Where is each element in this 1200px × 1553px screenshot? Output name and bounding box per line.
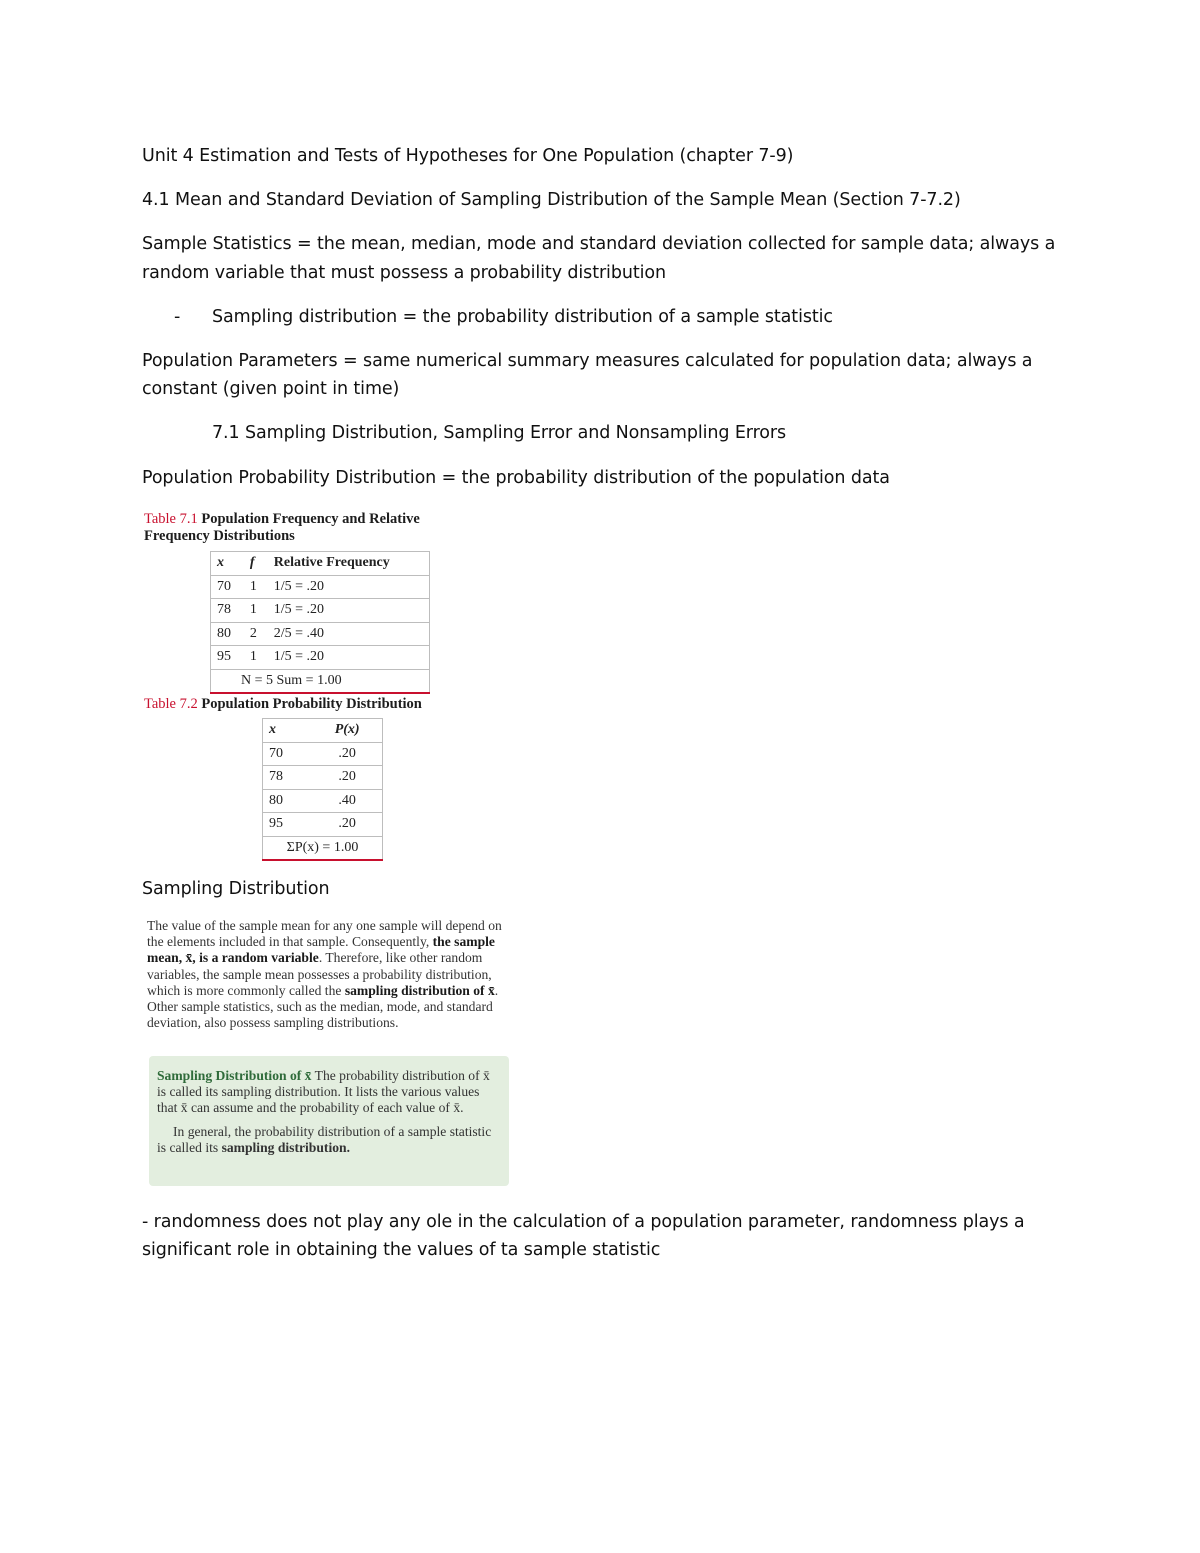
- bullet-sampling-distribution: Sampling distribution = the probability distribution of a sample statistic: [212, 307, 833, 327]
- definition-paragraph-2: [157, 1124, 499, 1156]
- table-cell-x: 70: [211, 575, 244, 599]
- table-cell-f: 1: [244, 575, 268, 599]
- unit-heading: Unit 4 Estimation and Tests of Hypotheses for One Population (chapter 7-9): [142, 146, 794, 166]
- textbook-excerpt: [147, 918, 517, 1031]
- table-7-1: [210, 551, 430, 694]
- definition-p2-bold: sampling distribution.: [221, 1139, 350, 1155]
- table-row: [211, 599, 430, 623]
- table-7-2-header-x: x: [263, 719, 313, 743]
- table-cell-f: 1: [244, 646, 268, 670]
- table-cell-x: 80: [211, 622, 244, 646]
- table-cell-rel: 1/5 = .20: [268, 575, 430, 599]
- sample-statistics-line-1: Sample Statistics = the mean, median, mode and standard deviation collected for sample data; always a: [142, 234, 1056, 254]
- table-cell-x: 70: [263, 742, 313, 766]
- table-7-1-footer: N = 5 Sum = 1.00: [211, 669, 430, 693]
- population-parameters-line-2: constant (given point in time): [142, 379, 400, 399]
- definition-text: The probability distribution of x̄ is called its sampling distribution. It lists the various values that x̄ can assume and the probability of each value of x̄.: [157, 1068, 490, 1116]
- table-cell-f: 1: [244, 599, 268, 623]
- section-7-1-heading: 7.1 Sampling Distribution, Sampling Error and Nonsampling Errors: [212, 423, 787, 443]
- table-7-1-title-line-2: Frequency Distributions: [144, 528, 295, 544]
- excerpt-bold-1: the sample mean, x̄, is a random variable: [147, 934, 495, 966]
- excerpt-bold-2: sampling distribution of x̄: [344, 982, 495, 998]
- section-4-1-heading: 4.1 Mean and Standard Deviation of Sampling Distribution of the Sample Mean (Section 7-7.2): [142, 190, 961, 210]
- sample-statistics-line-2: random variable that must possess a probability distribution: [142, 263, 666, 283]
- table-7-1-header-rel: Relative Frequency: [268, 552, 430, 576]
- table-row: [263, 766, 383, 790]
- definition-paragraph-1: [157, 1068, 499, 1117]
- table-cell-p: .20: [312, 766, 382, 790]
- population-probability-distribution-def: Population Probability Distribution = the probability distribution of the population data: [142, 468, 890, 488]
- randomness-line-2: significant role in obtaining the values of ta sample statistic: [142, 1240, 661, 1260]
- excerpt-text-2: . Therefore, like other random variables, the sample mean possesses a probability distribution, which is more commonly called the: [147, 950, 492, 998]
- definition-box: [149, 1056, 509, 1186]
- population-parameters-line-1: Population Parameters = same numerical summary measures calculated for population data; always a: [142, 351, 1033, 371]
- table-7-2: [262, 718, 383, 861]
- definition-p2-text: In general, the probability distribution of a sample statistic is called its: [157, 1123, 492, 1155]
- table-row: [263, 789, 383, 813]
- table-cell-f: 2: [244, 622, 268, 646]
- table-cell-x: 95: [263, 813, 313, 837]
- table-7-2-caption: [144, 696, 484, 713]
- randomness-line-1: - randomness does not play any ole in the calculation of a population parameter, randomness plays a: [142, 1212, 1025, 1232]
- table-cell-x: 78: [263, 766, 313, 790]
- table-7-1-label: Table 7.1: [144, 511, 198, 527]
- table-7-1-header-x: x: [211, 552, 244, 576]
- table-7-1-caption: [144, 511, 474, 545]
- table-row: [263, 742, 383, 766]
- table-row: [211, 646, 430, 670]
- table-cell-x: 80: [263, 789, 313, 813]
- table-7-2-header-px: P(x): [312, 719, 382, 743]
- table-7-2-label: Table 7.2: [144, 696, 198, 712]
- table-7-2-footer: ΣP(x) = 1.00: [263, 836, 383, 860]
- table-cell-x: 95: [211, 646, 244, 670]
- table-7-1-title-line-1: Population Frequency and Relative: [201, 511, 420, 527]
- excerpt-text-1: The value of the sample mean for any one sample will depend on the elements included in that sample. Consequently,: [147, 918, 502, 950]
- table-7-1-header-f: f: [244, 552, 268, 576]
- table-cell-rel: 2/5 = .40: [268, 622, 430, 646]
- sampling-distribution-heading: Sampling Distribution: [142, 879, 330, 899]
- table-row: [211, 622, 430, 646]
- table-cell-p: .20: [312, 742, 382, 766]
- table-cell-p: .40: [312, 789, 382, 813]
- definition-term: Sampling Distribution of x̄: [157, 1068, 312, 1083]
- table-row: [211, 575, 430, 599]
- table-cell-rel: 1/5 = .20: [268, 599, 430, 623]
- excerpt-text-3: . Other sample statistics, such as the median, mode, and standard deviation, also possess sampling distributions.: [147, 982, 499, 1031]
- table-cell-rel: 1/5 = .20: [268, 646, 430, 670]
- table-row: [263, 813, 383, 837]
- table-7-2-title: Population Probability Distribution: [201, 696, 422, 712]
- table-cell-p: .20: [312, 813, 382, 837]
- bullet-dash: -: [174, 307, 181, 327]
- table-cell-x: 78: [211, 599, 244, 623]
